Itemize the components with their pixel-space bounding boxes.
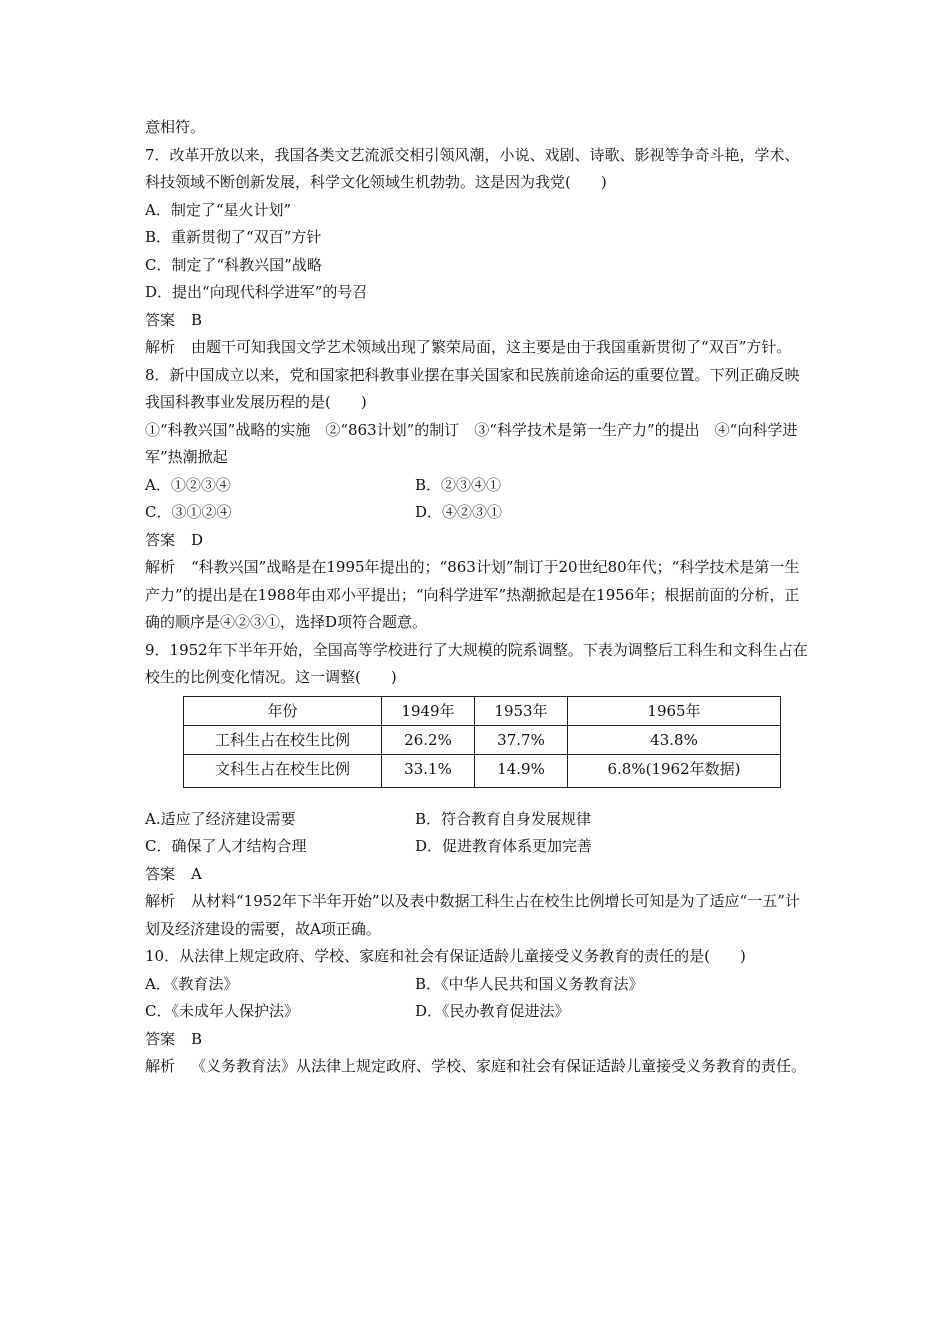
table-header-cell: 1965年 [568, 696, 781, 725]
analysis-label: 解析 [145, 1057, 176, 1075]
table-row [184, 725, 781, 754]
answer-label: 答案 [145, 310, 176, 329]
analysis-line [145, 1053, 810, 1081]
options-row [145, 499, 810, 527]
answer-value: B [191, 310, 203, 329]
question-stem: 9．1952年下半年开始，全国高等学校进行了大规模的院系调整。下表为调整后工科生和文科生占在校生的比例变化情况。这一调整( ) [145, 640, 808, 686]
option-b: B．符合教育自身发展规律 [415, 809, 592, 828]
table-header-cell: 1949年 [382, 696, 475, 725]
analysis-text: “科教兴国”战略是在1995年提出的；“863计划”制订于20世纪80年代；“科学技术是第一生产力”的提出是在1988年由邓小平提出；“向科学进军”热潮掀起是在1956年；根据前面的分析，正确的顺序是④②③①，选择D项符合题意。 [145, 558, 800, 631]
answer-label: 答案 [145, 1029, 176, 1048]
option-c: C．确保了人才结构合理 [145, 837, 307, 855]
analysis-line [145, 554, 810, 637]
table-cell: 26.2% [382, 725, 475, 754]
table-row [184, 754, 781, 787]
question-8 [145, 362, 810, 637]
options-row [145, 472, 810, 500]
option-a: A．制定了“星火计划” [145, 200, 292, 219]
option-c: C．制定了“科教兴国”战略 [145, 255, 322, 274]
table-header-cell: 年份 [184, 696, 382, 725]
answer-label: 答案 [145, 864, 176, 883]
option-a: A.适应了经济建设需要 [145, 809, 296, 828]
analysis-text: 《义务教育法》从法律上规定政府、学校、家庭和社会有保证适龄儿童接受义务教育的责任。 [191, 1057, 807, 1075]
table-cell: 14.9% [475, 754, 568, 787]
question-items: ①“科教兴国”战略的实施 ②“863计划”的制订 ③“科学技术是第一生产力”的提出 ④“向科学进军”热潮掀起 [145, 420, 798, 466]
option-c: C．③①②④ [145, 503, 232, 521]
option-d: D．④②③① [415, 503, 503, 521]
table-header-row [184, 696, 781, 725]
answer-line [145, 527, 810, 555]
options-row [145, 971, 810, 999]
option-a: A．《教育法》 [145, 974, 239, 993]
analysis-line [145, 888, 810, 943]
document-page [145, 114, 810, 1081]
analysis-label: 解析 [145, 892, 176, 910]
option-b: B．《中华人民共和国义务教育法》 [415, 974, 644, 993]
option-c: C．《未成年人保护法》 [145, 1002, 299, 1020]
option-b: B．重新贯彻了“双百”方针 [145, 228, 322, 246]
table-cell: 33.1% [382, 754, 475, 787]
table-cell: 6.8%(1962年数据) [568, 754, 781, 787]
option-d: D．提出“向现代科学进军”的号召 [145, 283, 368, 301]
question-9 [145, 637, 810, 944]
answer-value: A [191, 864, 202, 883]
options-row [145, 833, 810, 861]
question-stem: 7．改革开放以来，我国各类文艺流派交相引领风潮，小说、戏剧、诗歌、影视等争奇斗艳，学术、科技领域不断创新发展，科学文化领域生机勃勃。这是因为我党( ) [145, 145, 800, 191]
options-row [145, 998, 810, 1026]
table-cell: 文科生占在校生比例 [184, 754, 382, 787]
table-cell: 43.8% [568, 725, 781, 754]
option-d: D．促进教育体系更加完善 [415, 837, 593, 855]
question-10 [145, 943, 810, 1081]
ratio-table [183, 696, 781, 788]
analysis-text: 由题干可知我国文学艺术领域出现了繁荣局面，这主要是由于我国重新贯彻了“双百”方针。 [191, 338, 792, 356]
option-d: D．《民办教育促进法》 [415, 1002, 570, 1020]
answer-line [145, 861, 810, 889]
previous-analysis-tail: 意相符。 [145, 118, 206, 136]
analysis-text: 从材料“1952年下半年开始”以及表中数据工科生占在校生比例增长可知是为了适应“一五”计划及经济建设的需要，故A项正确。 [145, 892, 800, 938]
answer-label: 答案 [145, 530, 176, 549]
analysis-line [145, 334, 810, 362]
question-stem: 10．从法律上规定政府、学校、家庭和社会有保证适龄儿童接受义务教育的责任的是( ) [145, 947, 746, 965]
options-row [145, 806, 810, 834]
analysis-label: 解析 [145, 338, 176, 356]
table-header-cell: 1953年 [475, 696, 568, 725]
question-7 [145, 142, 810, 362]
analysis-label: 解析 [145, 558, 176, 576]
answer-line [145, 307, 810, 335]
answer-value: D [191, 530, 204, 549]
question-stem: 8．新中国成立以来，党和国家把科教事业摆在事关国家和民族前途命运的重要位置。下列正确反映我国科教事业发展历程的是( ) [145, 365, 800, 411]
table-cell: 工科生占在校生比例 [184, 725, 382, 754]
answer-line [145, 1026, 810, 1054]
option-b: B．②③④① [415, 475, 502, 494]
option-a: A．①②③④ [145, 475, 231, 494]
answer-value: B [191, 1029, 203, 1048]
table-cell: 37.7% [475, 725, 568, 754]
